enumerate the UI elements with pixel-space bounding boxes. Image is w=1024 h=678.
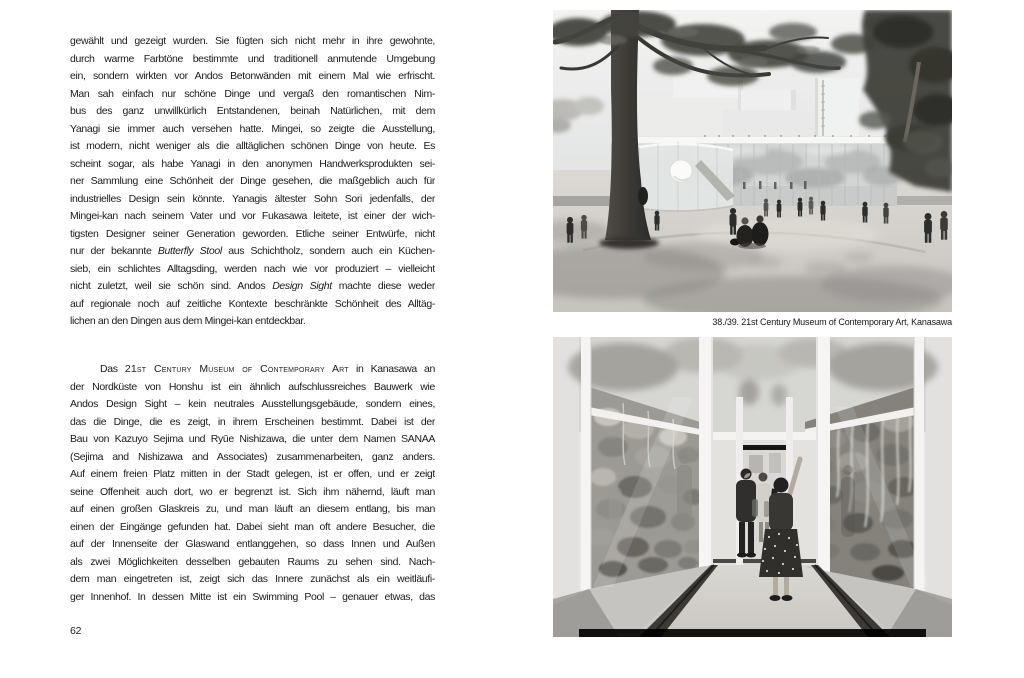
text-line: Auf einem freien Platz mitten in der Stadt gelegen, ist er offen, und er zeigt (70, 468, 435, 480)
body-text-column (70, 33, 435, 606)
text-line: Andos Design Sight – kein neutrales Ausstellungsgebäude, sondern eines, (70, 398, 435, 410)
glass-corridor-illustration (553, 337, 952, 637)
text-line: bus des ganz unwillkürlich Entstandenen, beinah Natürlichen, mit dem (70, 105, 435, 117)
page-number: 62 (70, 625, 82, 637)
text-line: lichen an den Dingen aus dem Mingei-kan entdeckbar. (70, 315, 306, 327)
text-line: ner Sammlung eine Schönheit der Dinge gesehen, die maßgeblich auch für (70, 175, 435, 187)
text-line: als zwei Möglichkeiten desselben gebauten Raums zu sehen sind. Nach- (70, 555, 435, 568)
text-line: gewählt und gezeigt wurden. Sie fügten sich nicht mehr in ihre gewohnte, (70, 35, 435, 47)
text-line: (Sejima and Nishizawa and Associates) zusammenarbeiten, ganz anders. (70, 450, 435, 463)
text-line: nicht zuletzt, weil sie schön sind. Andos Design Sight machte diese weder (70, 280, 435, 292)
text-line: scheint sogar, als habe Yanagi in den anonymen Handwerksprodukten sei- (70, 157, 435, 170)
museum-exterior-illustration (553, 10, 952, 312)
paragraph-mingei (70, 33, 435, 331)
text-line: auf regionale noch auf zeitliche Kontexte beschränkte Schönheit des Alltäg- (70, 297, 435, 310)
photo-museum-exterior (553, 10, 952, 312)
text-line: ger Innenhof. In dessen Mitte ist ein Swimming Pool – genauer etwas, das (70, 590, 435, 603)
text-line: Man sah einfach nur schöne Dinge und vergaß den romantischen Nim- (70, 87, 435, 100)
text-line: das die Dinge, die es zeigt, in ihrem Erscheinen bestimmt. Dabei ist der (70, 415, 435, 428)
text-line: Bau von Kazuyo Sejima und Ryūe Nishizawa, die unter dem Namen SANAA (70, 433, 435, 445)
text-line: seine Offenheit auch dort, wo er begrenzt ist. Sich ihm nähernd, läuft man (70, 485, 435, 498)
text-line: industrielles Design sein könnte. Yanagis ältester Sohn Sori jedenfalls, der (70, 192, 435, 205)
text-line: der Nordküste von Honshu ist ein ähnlich aufschlussreiches Bauwerk wie (70, 380, 435, 393)
text-line: auf einen großen Glaskreis zu, und man läuft an diesem entlang, bis man (70, 503, 435, 515)
text-line: durch warme Farbtöne bestimmte und traditionell anmutende Umgebung (70, 52, 435, 65)
text-line: Yanagi sie immer auch versehen hatte. Mingei, so zeigte die Ausstellung, (70, 122, 435, 135)
figure-caption: 38./39. 21st Century Museum of Contemporary Art, Kanasawa (712, 317, 952, 327)
text-line: ist modern, nicht weniger als die alltäglichen schönen Dinge von heute. Es (70, 140, 435, 152)
photo-glass-corridor (553, 337, 952, 637)
text-line: Mingei-kan nach seinem Vater und vor Fukasawa leitete, ist einer der wich- (70, 210, 435, 222)
text-line: sieb, ein schlichtes Alltagsding, werden nach wie vor produziert – vielleicht (70, 262, 435, 275)
text-line: tigsten Designer seiner Generation geworden. Etliche seiner Entwürfe, nicht (70, 227, 435, 240)
paragraph-21st-century-museum (70, 361, 435, 606)
text-line: nur der bekannte Butterfly Stool aus Schichtholz, sondern auch ein Küchen- (70, 245, 435, 257)
text-line: Das 21st Century Museum of Contemporary Art in Kanasawa an (100, 363, 435, 375)
text-line: ein, sondern wirkten vor Andos Betonwänden mit einem Mal wie erfrischt. (70, 70, 435, 82)
text-line: einen der Eingänge gefunden hat. Dabei sieht man oft andere Besucher, die (70, 520, 435, 533)
text-line: auf der Innenseite der Glaswand entlanggehen, so dass Innen und Außen (70, 538, 435, 550)
text-line: dem man eingetreten ist, zeigt sich das Innere zunächst als ein weitläufi- (70, 573, 435, 585)
